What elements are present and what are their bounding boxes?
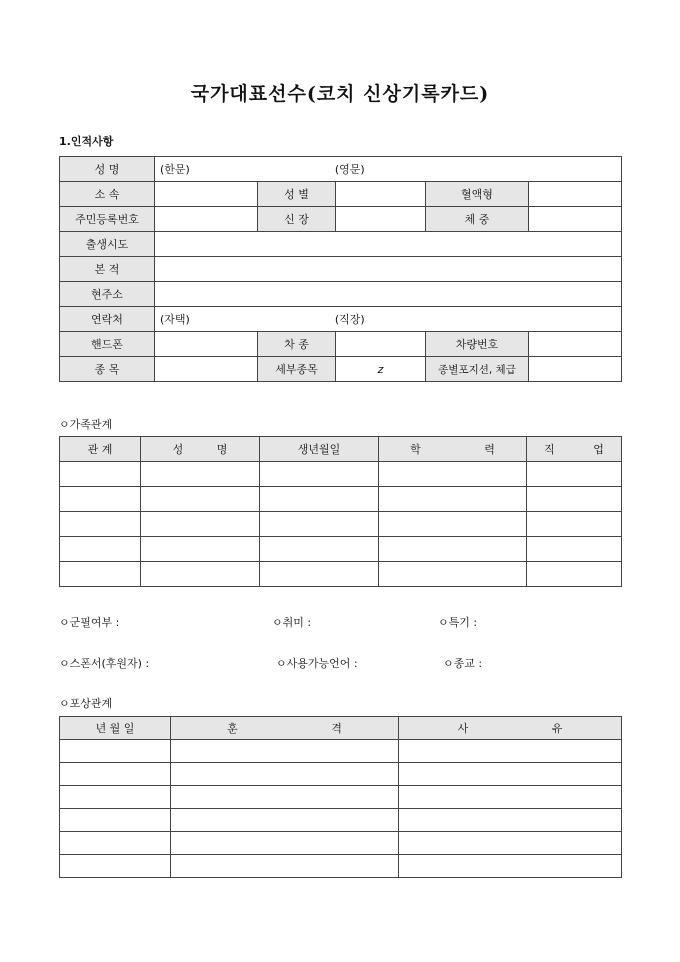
family-col-birthdate: 생년월일 [260, 437, 379, 462]
table-cell[interactable] [60, 786, 171, 809]
table-cell[interactable] [527, 462, 622, 487]
car-number-label: 차량번호 [426, 332, 529, 357]
table-cell[interactable] [527, 487, 622, 512]
awards-col-reason: 사 유 [399, 717, 622, 740]
hometown-label: 본 적 [60, 257, 155, 282]
table-row [60, 332, 622, 357]
table-row [60, 182, 622, 207]
table-cell[interactable] [171, 786, 399, 809]
sport-label: 종 목 [60, 357, 155, 382]
contact-field[interactable] [155, 307, 622, 332]
table-cell[interactable] [379, 462, 527, 487]
height-label: 신 장 [258, 207, 336, 232]
military-label: ㅇ군필여부 : [59, 616, 120, 629]
religion-label: ㅇ종교 : [443, 657, 483, 670]
table-cell[interactable] [60, 487, 141, 512]
gender-label: 성 별 [258, 182, 336, 207]
table-row [60, 855, 622, 878]
table-cell[interactable] [379, 537, 527, 562]
table-cell[interactable] [60, 832, 171, 855]
table-cell[interactable] [260, 512, 379, 537]
awards-table [59, 716, 622, 878]
table-header-row [60, 717, 622, 740]
affiliation-label: 소 속 [60, 182, 155, 207]
table-cell[interactable] [60, 537, 141, 562]
table-row [60, 740, 622, 763]
rrn-field[interactable] [155, 207, 258, 232]
table-row [60, 282, 622, 307]
hometown-field[interactable] [155, 257, 622, 282]
table-row [60, 512, 622, 537]
name-field[interactable] [155, 157, 622, 182]
weight-label: 체 중 [426, 207, 529, 232]
table-cell[interactable] [60, 740, 171, 763]
languages-label: ㅇ사용가능언어 : [276, 657, 358, 670]
personal-info-table [59, 156, 622, 382]
family-table [59, 436, 622, 587]
table-row [60, 307, 622, 332]
name-hanmun-label: (한문) [160, 163, 190, 176]
contact-label: 연락처 [60, 307, 155, 332]
table-header-row [60, 437, 622, 462]
address-field[interactable] [155, 282, 622, 307]
table-cell[interactable] [141, 512, 260, 537]
weight-field[interactable] [529, 207, 622, 232]
table-cell[interactable] [60, 809, 171, 832]
address-label: 현주소 [60, 282, 155, 307]
hobby-label: ㅇ취미 : [272, 616, 312, 629]
table-row [60, 487, 622, 512]
table-row [60, 232, 622, 257]
affiliation-field[interactable] [155, 182, 258, 207]
table-row [60, 809, 622, 832]
family-col-name: 성 명 [141, 437, 260, 462]
table-cell[interactable] [260, 487, 379, 512]
table-cell[interactable] [171, 763, 399, 786]
position-field[interactable] [529, 357, 622, 382]
name-label: 성 명 [60, 157, 155, 182]
family-col-occupation: 직 업 [527, 437, 622, 462]
table-cell[interactable] [60, 855, 171, 878]
car-type-field[interactable] [336, 332, 426, 357]
sponsor-label: ㅇ스폰서(후원자) : [59, 657, 150, 670]
table-row [60, 537, 622, 562]
table-cell[interactable] [527, 562, 622, 587]
table-cell[interactable] [141, 537, 260, 562]
table-row [60, 832, 622, 855]
talent-label: ㅇ특기 : [438, 616, 478, 629]
table-row [60, 562, 622, 587]
table-cell[interactable] [399, 740, 622, 763]
table-cell[interactable] [171, 855, 399, 878]
table-cell[interactable] [171, 809, 399, 832]
family-col-education: 학 력 [379, 437, 527, 462]
position-label: 종별포지션, 체급 [426, 357, 529, 382]
table-row [60, 157, 622, 182]
table-cell[interactable] [260, 462, 379, 487]
awards-col-date: 년 월 일 [60, 717, 171, 740]
table-cell[interactable] [141, 487, 260, 512]
table-cell[interactable] [60, 462, 141, 487]
table-row [60, 786, 622, 809]
sport-field[interactable] [155, 357, 258, 382]
car-type-label: 차 종 [258, 332, 336, 357]
bloodtype-field[interactable] [529, 182, 622, 207]
car-number-field[interactable] [529, 332, 622, 357]
table-cell[interactable] [399, 786, 622, 809]
table-cell[interactable] [399, 855, 622, 878]
page-title: 국가대표선수(코치 신상기록카드) [190, 83, 490, 105]
table-cell[interactable] [60, 512, 141, 537]
contact-work-label: (직장) [334, 313, 365, 326]
name-english-label: (영문) [334, 163, 365, 176]
bloodtype-label: 혈액형 [426, 182, 529, 207]
awards-heading: ㅇ포상관계 [59, 697, 113, 710]
table-cell[interactable] [379, 512, 527, 537]
mobile-label: 핸드폰 [60, 332, 155, 357]
detail-sport-label: 세부종목 [258, 357, 336, 382]
table-row [60, 207, 622, 232]
table-row [60, 763, 622, 786]
table-cell[interactable] [399, 763, 622, 786]
table-cell[interactable] [260, 537, 379, 562]
rrn-label: 주민등록번호 [60, 207, 155, 232]
detail-sport-field[interactable]: z [336, 357, 426, 382]
birthplace-field[interactable] [155, 232, 622, 257]
family-col-relation: 관 계 [60, 437, 141, 462]
table-cell[interactable] [260, 562, 379, 587]
table-cell[interactable] [60, 562, 141, 587]
birthplace-label: 출생시도 [60, 232, 155, 257]
table-cell[interactable] [527, 537, 622, 562]
mobile-field[interactable] [155, 332, 258, 357]
table-cell[interactable] [527, 512, 622, 537]
family-heading: ㅇ가족관계 [59, 418, 113, 431]
table-row [60, 257, 622, 282]
table-cell[interactable] [379, 562, 527, 587]
contact-home-label: (자택) [160, 313, 190, 326]
table-row [60, 357, 622, 382]
table-cell[interactable] [171, 740, 399, 763]
table-cell[interactable] [171, 832, 399, 855]
height-field[interactable] [336, 207, 426, 232]
table-cell[interactable] [141, 562, 260, 587]
awards-col-decoration: 훈 격 [171, 717, 399, 740]
table-cell[interactable] [60, 763, 171, 786]
table-cell[interactable] [379, 487, 527, 512]
table-cell[interactable] [399, 809, 622, 832]
table-cell[interactable] [399, 832, 622, 855]
table-cell[interactable] [141, 462, 260, 487]
personal-heading: 1.인적사항 [59, 135, 114, 148]
table-row [60, 462, 622, 487]
gender-field[interactable] [336, 182, 426, 207]
